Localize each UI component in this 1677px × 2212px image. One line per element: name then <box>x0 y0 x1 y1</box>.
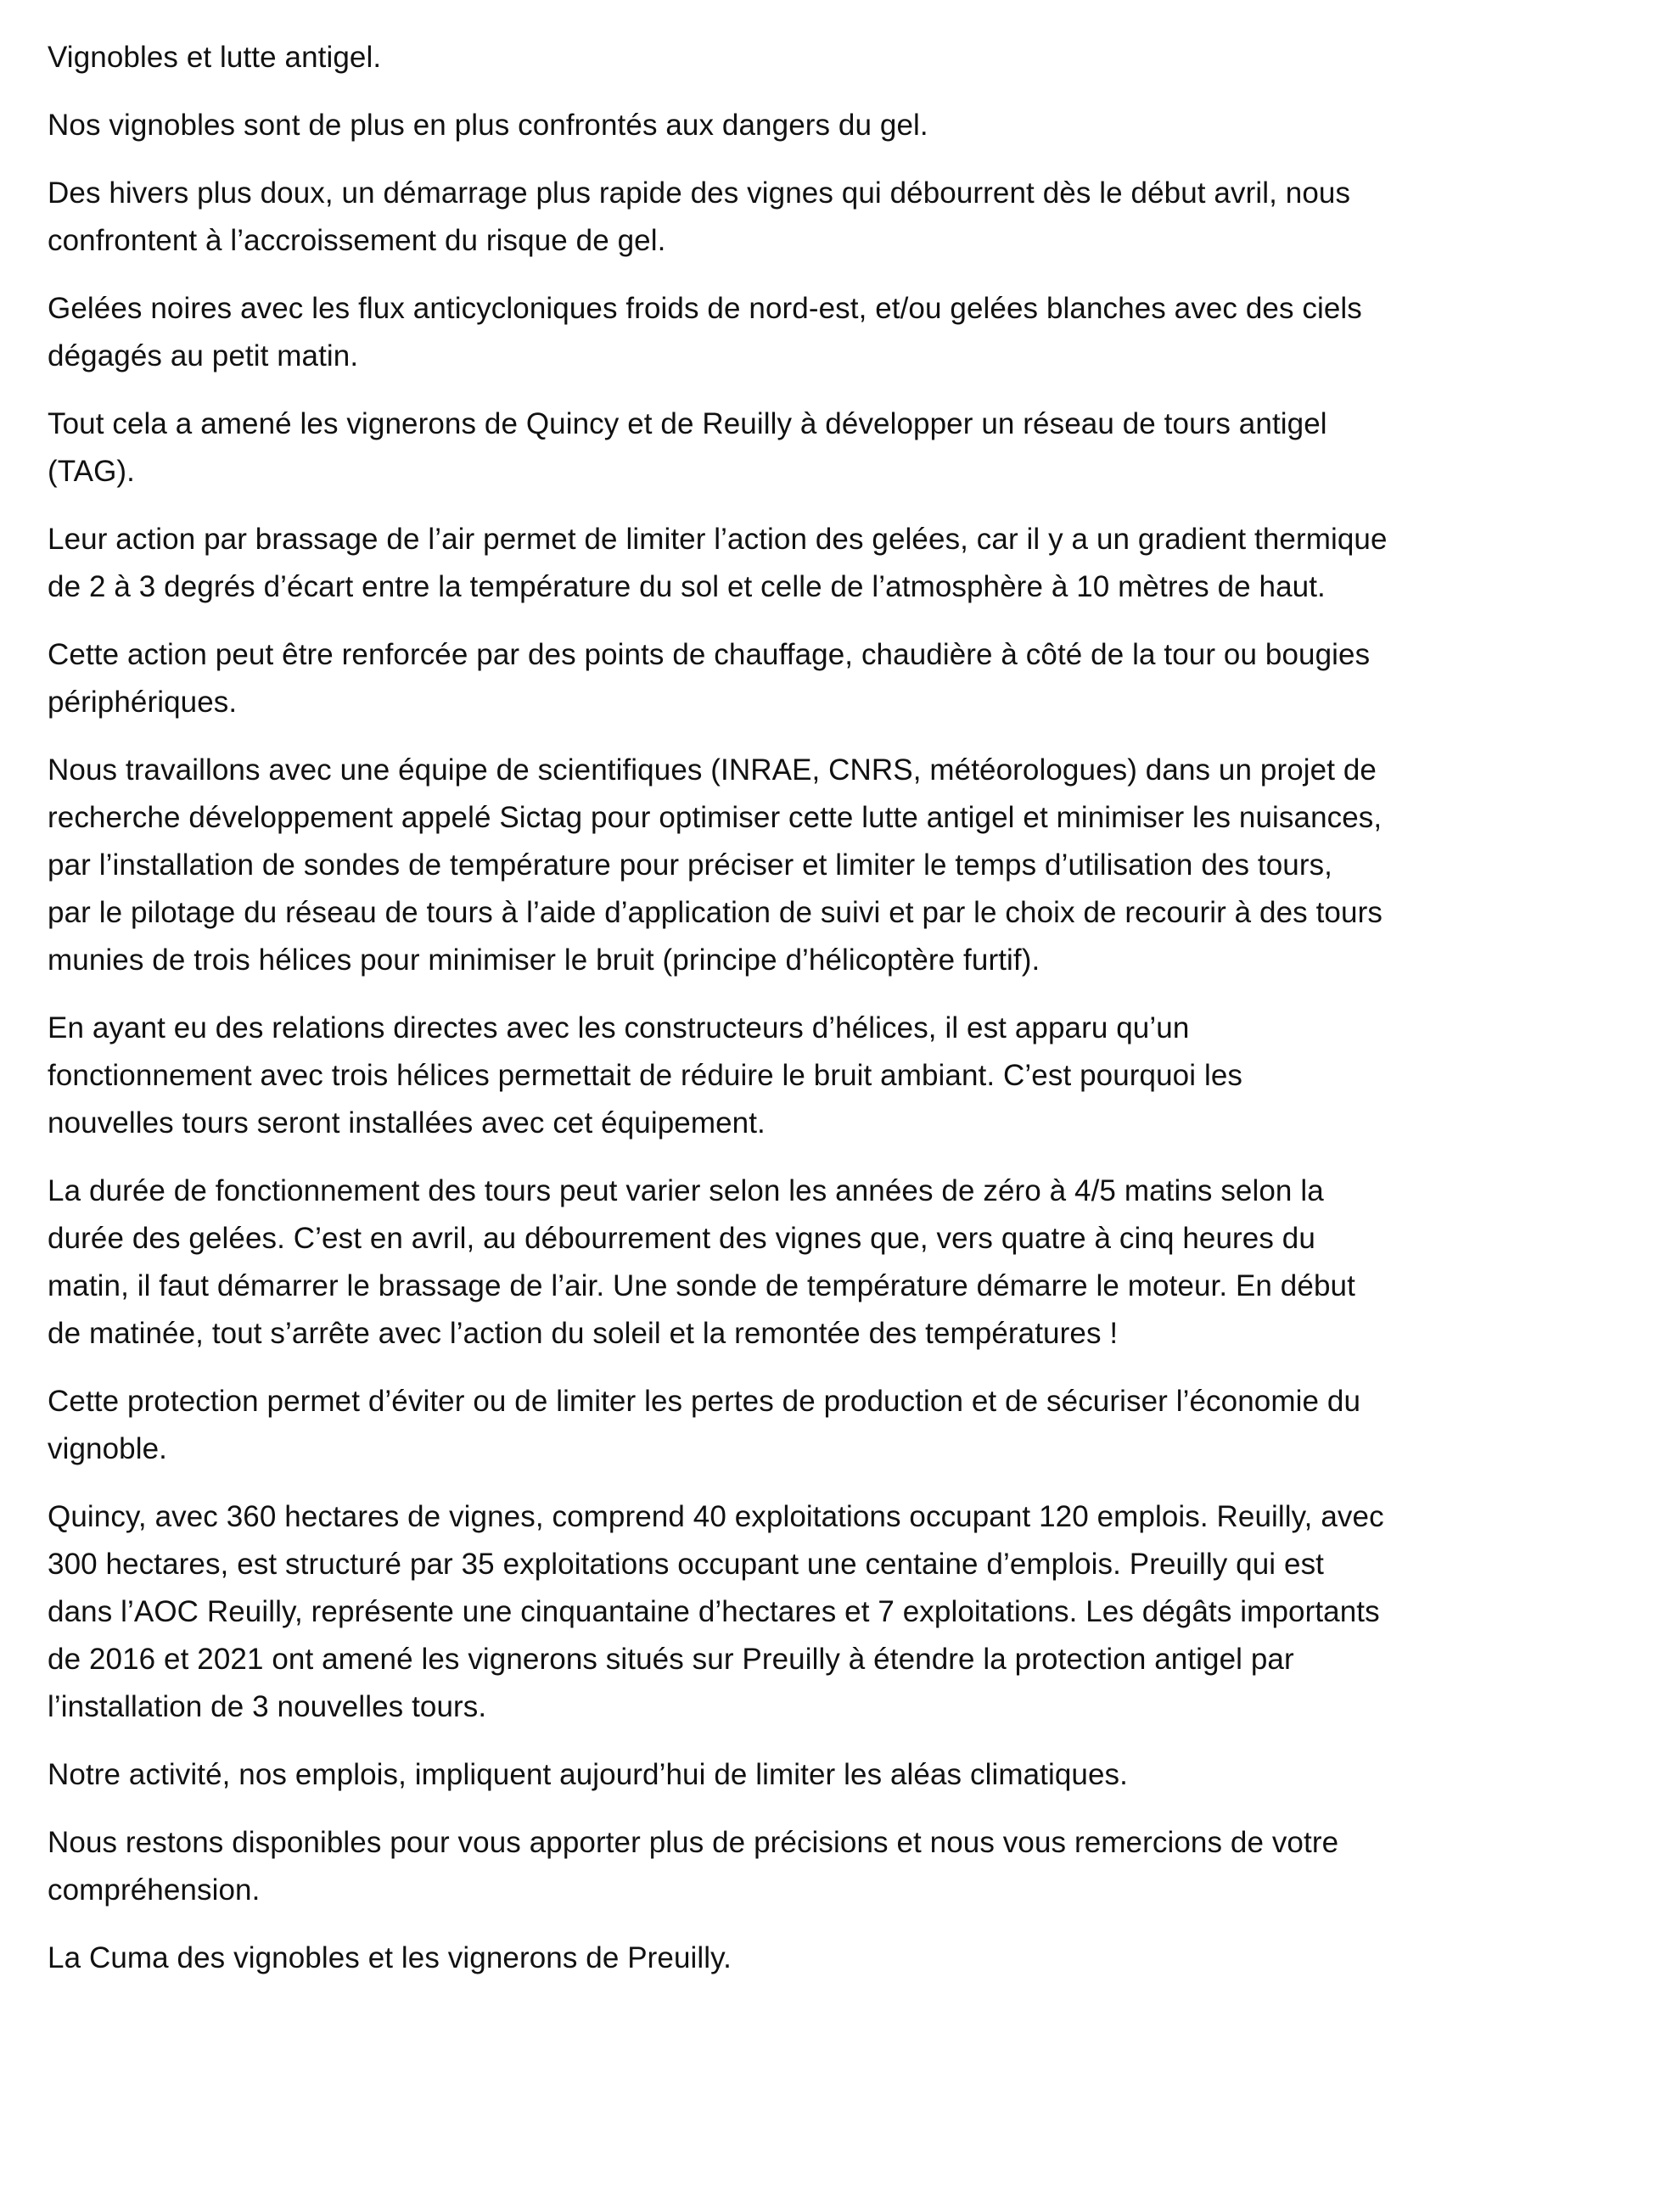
text-line: Nos vignobles sont de plus en plus confrontés aux dangers du gel. <box>48 109 928 142</box>
text-line: de 2016 et 2021 ont amené les vignerons situés sur Preuilly à étendre la protection antigel par <box>48 1643 1294 1676</box>
text-line: périphériques. <box>48 686 238 719</box>
text-line: par le pilotage du réseau de tours à l’aide d’application de suivi et par le choix de recourir à des tours <box>48 896 1383 929</box>
text-line: Notre activité, nos emplois, impliquent aujourd’hui de limiter les aléas climatiques. <box>48 1758 1128 1791</box>
paragraph <box>48 1005 1618 1147</box>
paragraph <box>48 1378 1618 1473</box>
text-line: compréhension. <box>48 1873 261 1907</box>
paragraph <box>48 285 1618 380</box>
text-line: En ayant eu des relations directes avec les constructeurs d’hélices, il est apparu qu’un <box>48 1011 1190 1044</box>
text-line: par l’installation de sondes de température pour préciser et limiter le temps d’utilisation des tours, <box>48 848 1333 882</box>
text-line: de 2 à 3 degrés d’écart entre la température du sol et celle de l’atmosphère à 10 mètres de haut. <box>48 570 1326 603</box>
text-line: dans l’AOC Reuilly, représente une cinquantaine d’hectares et 7 exploitations. Les dégâts importants <box>48 1595 1380 1628</box>
paragraph <box>48 170 1618 265</box>
letter-body <box>48 34 1618 2002</box>
text-line: La Cuma des vignobles et les vignerons de Preuilly. <box>48 1941 732 1974</box>
paragraph <box>48 747 1618 984</box>
text-line: Gelées noires avec les flux anticycloniques froids de nord-est, et/ou gelées blanches avec des ciels <box>48 292 1362 325</box>
text-line: Quincy, avec 360 hectares de vignes, comprend 40 exploitations occupant 120 emplois. Reuilly, avec <box>48 1500 1384 1533</box>
text-line: de matinée, tout s’arrête avec l’action du soleil et la remontée des températures ! <box>48 1317 1119 1350</box>
paragraph <box>48 1168 1618 1358</box>
text-line: Cette action peut être renforcée par des points de chauffage, chaudière à côté de la tour ou bougies <box>48 638 1371 671</box>
text-line: Leur action par brassage de l’air permet de limiter l’action des gelées, car il y a un gradient thermique <box>48 523 1388 556</box>
text-line: Des hivers plus doux, un démarrage plus rapide des vignes qui débourrent dès le début avril, nous <box>48 176 1351 210</box>
paragraph <box>48 102 1618 149</box>
document-title <box>48 34 1618 81</box>
text-line: matin, il faut démarrer le brassage de l’air. Une sonde de température démarre le moteur. En début <box>48 1269 1355 1302</box>
signature-line <box>48 1935 1618 1982</box>
text-line: fonctionnement avec trois hélices permettait de réduire le bruit ambiant. C’est pourquoi les <box>48 1059 1242 1092</box>
paragraph <box>48 631 1618 726</box>
text-line: recherche développement appelé Sictag pour optimiser cette lutte antigel et minimiser les nuisances, <box>48 801 1383 834</box>
text-line: nouvelles tours seront installées avec cet équipement. <box>48 1106 766 1140</box>
text-line: (TAG). <box>48 455 135 488</box>
paragraph <box>48 1751 1618 1799</box>
text-line: 300 hectares, est structuré par 35 exploitations occupant une centaine d’emplois. Preuilly qui est <box>48 1548 1324 1581</box>
text-line: Cette protection permet d’éviter ou de limiter les pertes de production et de sécuriser l’économie du <box>48 1385 1361 1418</box>
text-line: dégagés au petit matin. <box>48 339 359 372</box>
text-line: durée des gelées. C’est en avril, au débourrement des vignes que, vers quatre à cinq heures du <box>48 1222 1315 1255</box>
text-line: l’installation de 3 nouvelles tours. <box>48 1690 487 1723</box>
paragraph <box>48 516 1618 611</box>
paragraph <box>48 400 1618 496</box>
text-line: Vignobles et lutte antigel. <box>48 41 382 74</box>
paragraph <box>48 1819 1618 1914</box>
text-line: confrontent à l’accroissement du risque de gel. <box>48 224 666 257</box>
text-line: Nous travaillons avec une équipe de scientifiques (INRAE, CNRS, météorologues) dans un projet de <box>48 753 1377 787</box>
text-line: Tout cela a amené les vignerons de Quincy et de Reuilly à développer un réseau de tours antigel <box>48 407 1327 440</box>
text-line: La durée de fonctionnement des tours peut varier selon les années de zéro à 4/5 matins selon la <box>48 1174 1324 1207</box>
text-line: munies de trois hélices pour minimiser le bruit (principe d’hélicoptère furtif). <box>48 944 1040 977</box>
text-line: Nous restons disponibles pour vous apporter plus de précisions et nous vous remercions de votre <box>48 1826 1339 1859</box>
text-line: vignoble. <box>48 1432 168 1465</box>
paragraph <box>48 1493 1618 1731</box>
